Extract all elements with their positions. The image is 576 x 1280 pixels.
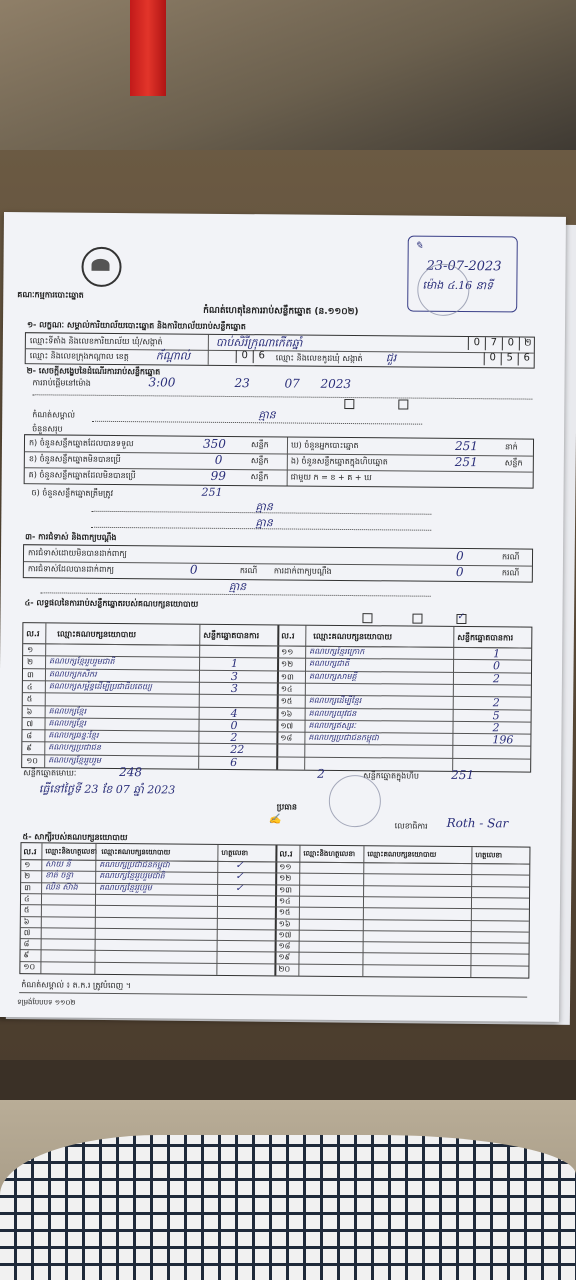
row-number: ១៥ (278, 907, 291, 917)
party-votes: 1 (493, 647, 501, 661)
commune-label: ឈ្មោះ និងលេខកូដឃុំ សង្កាត់ (275, 353, 363, 364)
party-votes: 0 (492, 659, 501, 673)
section3-heading: ៣- ការជំទាស់ និងពាក្យបណ្តឹង (25, 532, 117, 542)
section4-heading: ៤- លទ្ធផលនៃការរាប់សន្លឹកឆ្នោតរបស់គណបក្សនយោបាយ (24, 598, 199, 609)
count-label: គ) ចំនួនសន្លឹកឆ្នោតដែលមិនបានប្រើ (28, 470, 136, 481)
witness-table (19, 842, 530, 978)
witness-party: គណបក្សប្រជាជនកម្ពុជា (99, 859, 170, 870)
checkered-shirt (0, 1135, 576, 1280)
party-name: គណបក្សខ្មែរក្រោក (309, 646, 365, 657)
stamp-date: 23-07-2023 (426, 258, 502, 275)
province-label: ឈ្មោះ និងលេខក្រុងកណ្តាល ខេត្ត (29, 351, 129, 362)
note-1: គ្មាន (255, 500, 273, 514)
commune-digit: 0 (484, 352, 501, 365)
col-no: ល.រ (23, 847, 37, 857)
party-votes: 6 (230, 755, 238, 769)
board-edge (0, 1060, 576, 1100)
col-no: ល.រ (279, 849, 293, 859)
footer-left: ទម្រង់បែបបទ ១១០២ (17, 998, 76, 1007)
count-value: 251 (454, 438, 478, 454)
commune-value: ជួរ (385, 351, 397, 365)
count-value: 350 (202, 436, 226, 451)
complaint-unit: ករណី (501, 568, 520, 578)
row-number: ១៨ (278, 941, 291, 951)
count-label: ង) ចំនួនសន្លឹកឆ្នោតក្នុងហិបឆ្នោត (290, 456, 388, 467)
count-value: 251 (454, 454, 478, 470)
col-party: ឈ្មោះគណបក្សនយោបាយ (367, 850, 437, 859)
date-stamp: ✎ 23-07-2023 ម៉ោង ៤.16 នាទី (407, 236, 518, 313)
party-name: គណបក្សប្រជាជនកម្ពុជា (308, 732, 379, 743)
row-number: ៨ (23, 939, 30, 949)
location-table (25, 332, 535, 368)
party-votes: 5 (492, 708, 500, 722)
row-number: ៣ (26, 669, 34, 679)
row-number: ១៤ (278, 896, 291, 906)
row-number: ១២ (281, 659, 294, 669)
party-name: គណបក្សខ្មែររួបរួម (48, 755, 102, 765)
col-sign: ហត្ថលេខា (475, 851, 503, 860)
row-number: ១៩ (278, 952, 291, 962)
chair-signature: ✍ (268, 814, 282, 826)
count-unit: នាក់ (504, 442, 518, 452)
dotted-line (91, 511, 431, 515)
party-votes: 1 (231, 657, 239, 671)
checkbox[interactable] (344, 399, 354, 409)
row-number: ២ (27, 657, 34, 667)
row-number: ១២ (279, 873, 292, 883)
party-name: គណបក្សឆន្ទៈខ្មែរ (48, 730, 99, 740)
wall-background (0, 0, 576, 150)
count-unit: សន្លឹក (250, 440, 269, 450)
row-number: ៣ (24, 882, 31, 892)
count-day: 23 (234, 376, 250, 391)
commune-digit: 6 (518, 352, 535, 365)
location-digit: 0 (468, 337, 485, 350)
col-name: ឈ្មោះនិងហត្ថលេខា (303, 849, 356, 859)
location-digit: ២ (519, 337, 536, 350)
valid-count-label: ច) ចំនួនសន្លឹកឆ្នោតត្រឹមត្រូវ (31, 488, 114, 498)
province-digit: 6 (253, 350, 270, 363)
party-name: គណបក្សឥស្សរៈ (308, 720, 357, 730)
row-number: ៧ (23, 927, 31, 938)
col-party: ឈ្មោះគណបក្សនយោបាយ (57, 629, 137, 640)
party-votes: 196 (492, 733, 514, 747)
witness-signature: ✓ (235, 871, 244, 883)
party-votes: 2 (230, 731, 238, 745)
valid-count-value: 251 (201, 485, 223, 499)
row-number: ៥ (26, 694, 33, 704)
row-number: ២០ (278, 964, 291, 974)
objection-value: 0 (455, 548, 464, 564)
party-name: គណបក្សសម្ព័ន្ធដើម្បីប្រជាធិបតេយ្យ (48, 681, 152, 692)
party-name: គណបក្សសាមគ្គី (308, 671, 357, 681)
witness-signature: ✓ (235, 882, 244, 894)
count-year: 2023 (320, 376, 352, 392)
party-name: គណបក្សខ្មែរ (48, 718, 87, 728)
col-no: ល.រ (26, 629, 40, 639)
col-votes: សន្លឹកឆ្នោតបានការ (457, 632, 514, 643)
col-sign: ហត្ថលេខា (221, 848, 249, 858)
emblem-icon (81, 247, 121, 287)
col-party: ឈ្មោះគណបក្សនយោបាយ (313, 631, 393, 642)
count-unit: សន្លឹក (250, 456, 269, 466)
row-number: ៤ (23, 894, 30, 904)
row-number: ៦ (23, 916, 30, 926)
witness-party: គណបក្សខ្មែររួបរួម (99, 882, 152, 892)
party-votes: 2 (492, 696, 500, 710)
row-number: ៨ (26, 731, 33, 741)
row-number: ១ (24, 860, 31, 870)
row-number: ៧ (26, 719, 34, 729)
counts-table (24, 434, 534, 488)
row-number: ៩ (23, 950, 30, 960)
party-votes: 22 (230, 743, 245, 757)
sign-title: ប្រធាន (276, 802, 298, 812)
checkbox-checked[interactable]: ✓ (456, 614, 466, 624)
form-title: កំណត់ហេតុនៃការរាប់សន្លឹកឆ្នោត (ន.១១០២) (203, 305, 359, 318)
party-name: គណបក្សខ្មែរ (48, 705, 87, 716)
note-a-value: គ្មាន (258, 408, 276, 422)
row-number: ១៦ (278, 918, 291, 929)
party-votes: 0 (230, 718, 238, 732)
time-line-prefix: ការរាប់ផ្តើមនៅម៉ោង (32, 378, 91, 388)
count-unit: សន្លឹក (504, 458, 523, 468)
row-number: ៤ (26, 682, 33, 692)
seal-icon (329, 775, 381, 827)
valid-label: សន្លឹកឆ្នោតក្នុងហិប (363, 771, 419, 781)
objection-value: 0 (189, 562, 198, 577)
witness-name: ឈិន ស៊ាង (45, 881, 78, 892)
party-name: គណបក្សជាតិ (309, 658, 350, 669)
party-name: គណបក្សខ្មែររួបរួមជាតិ (49, 656, 115, 667)
party-name: គណបក្សកសិករ (48, 669, 97, 679)
sign-name: Roth - Sar (446, 815, 509, 831)
witness-name: ខាត់ ចន្ធា (45, 870, 74, 880)
row-number: ១៦ (280, 708, 293, 719)
objections-table (23, 544, 533, 582)
commune-digit: 5 (501, 352, 518, 365)
section3-note: គ្មាន (228, 579, 247, 594)
row-number: ១៨ (280, 733, 293, 743)
checkbox[interactable] (362, 613, 372, 623)
footer-rule (19, 992, 527, 997)
row-number: ១៤ (280, 684, 293, 694)
election-form (0, 212, 566, 1022)
results-table (21, 622, 532, 772)
party-votes: 3 (230, 681, 238, 695)
seal-icon (417, 264, 469, 316)
row-number: ៦ (26, 706, 33, 716)
col-votes: សន្លឹកឆ្នោតបានការ (203, 630, 260, 641)
row-number: ១៣ (279, 885, 293, 895)
row-number: ២ (24, 871, 31, 881)
formula-text: ជាមួយ ក = ខ + គ + ឃ (290, 472, 372, 483)
void-total: 248 (119, 765, 143, 780)
count-month: 07 (284, 376, 300, 391)
col-no: ល.រ (281, 631, 295, 641)
col-party: ឈ្មោះគណបក្សនយោបាយ (101, 847, 171, 857)
date-line: ធ្វើនៅថ្ងៃទី 23 ខែ 07 ឆ្នាំ 2023 (38, 782, 176, 797)
dotted-line (92, 421, 422, 425)
footer-note: កំណត់សម្គាល់ ៖ ត.ក.រ ត្រូវបំពេញ ។ (21, 980, 132, 991)
complaint-value: 0 (455, 564, 464, 580)
complaint-label: ការដាក់ពាក្យបណ្តឹង (273, 566, 332, 576)
dotted-line (32, 394, 532, 399)
count-value: 0 (214, 452, 223, 467)
objection-label: ការជំទាស់ដោយមិនបានដាក់ពាក្យ (27, 548, 127, 559)
party-votes: 2 (492, 671, 501, 685)
note-2: គ្មាន (255, 516, 273, 530)
location-label: ឈ្មោះទីតាំង និងលេខការិយាល័យ ឃុំ/សង្កាត់ (29, 336, 163, 347)
party-votes: 2 (492, 721, 500, 735)
objection-unit: ករណី (501, 552, 520, 562)
row-number: ១៣ (280, 672, 294, 682)
row-number: ១០ (26, 755, 38, 766)
row-number: ៥ (23, 905, 30, 915)
count-label: ខ) ចំនួនសន្លឹកឆ្នោតមិនបានប្រើ (28, 454, 121, 465)
section5-heading: ៥- សាក្សីរបស់គណបក្សនយោបាយ (22, 832, 128, 843)
dotted-line (91, 527, 431, 531)
note-a-label: កំណត់សម្គាល់ (32, 410, 76, 420)
committee-name: គណៈកម្មការបោះឆ្នោត (17, 290, 84, 300)
row-number: ១១ (279, 862, 292, 872)
party-name: គណបក្សប្រជាជន (48, 742, 101, 753)
witness-signature: ✓ (235, 860, 244, 872)
checkbox[interactable] (398, 399, 408, 409)
section2-heading: ២- សេចក្តីសង្ខេបនៃដំណើរការរាប់សន្លឹកឆ្នោត (26, 366, 161, 377)
note-b-label: ចំនួនសរុប (32, 424, 63, 434)
checkbox[interactable] (412, 614, 422, 624)
objection-label: ការជំទាស់ដែលបានដាក់ពាក្យ (27, 564, 115, 574)
valid-total: 251 (451, 767, 475, 783)
party-name: គណបក្សយុវជន (308, 708, 357, 718)
col-name: ឈ្មោះនិងហត្ថលេខា (45, 847, 98, 856)
red-post (130, 0, 166, 96)
province-value: ក័ណ្តាល់ (155, 349, 191, 363)
row-number: ១ (27, 645, 34, 655)
location-digit: 0 (502, 337, 519, 350)
location-digit: 7 (485, 337, 502, 350)
row-number: ១៥ (280, 696, 293, 706)
count-unit: សន្លឹក (250, 472, 269, 482)
row-number: ៩ (26, 743, 33, 753)
witness-party: គណបក្សខ្មែររួបរួមជាតិ (99, 871, 165, 881)
row-number: ១៧ (280, 721, 294, 731)
start-time: 3:00 (148, 375, 176, 390)
party-votes: 3 (230, 669, 239, 683)
row-number: ១១ (281, 647, 294, 657)
section1-heading: ១- លក្ខណៈ សម្គាល់ការិយាល័យបោះឆ្នោត និងការិយាល័យរាប់សន្លឹកឆ្នោត (26, 320, 246, 332)
void-label: សន្លឹកឆ្នោតមោឃៈ (23, 768, 77, 778)
witness-name: សាយ នី (45, 859, 71, 869)
row-number: ១០ (23, 961, 36, 971)
party-name: គណបក្សដើម្បីខ្មែរ (308, 695, 362, 706)
count-label: ឃ) ចំនួនអ្នកបោះឆ្នោត (290, 440, 359, 451)
stamp-time: ម៉ោង ៤.16 នាទី (422, 278, 494, 293)
objection-unit: ករណី (239, 566, 258, 576)
count-label: ក) ចំនួនសន្លឹកឆ្នោតដែលបានទទួល (28, 438, 134, 449)
row-number: ១៧ (278, 930, 292, 940)
count-value: 99 (210, 468, 227, 483)
location-value: បាប់សិរីក្រុណាកើតឆ្នាំ (215, 335, 303, 350)
province-digit: 0 (236, 350, 253, 363)
secretary-label: លេខាធិការ (394, 821, 428, 831)
void-secondary: 2 (317, 766, 325, 781)
party-votes: 4 (230, 706, 238, 720)
